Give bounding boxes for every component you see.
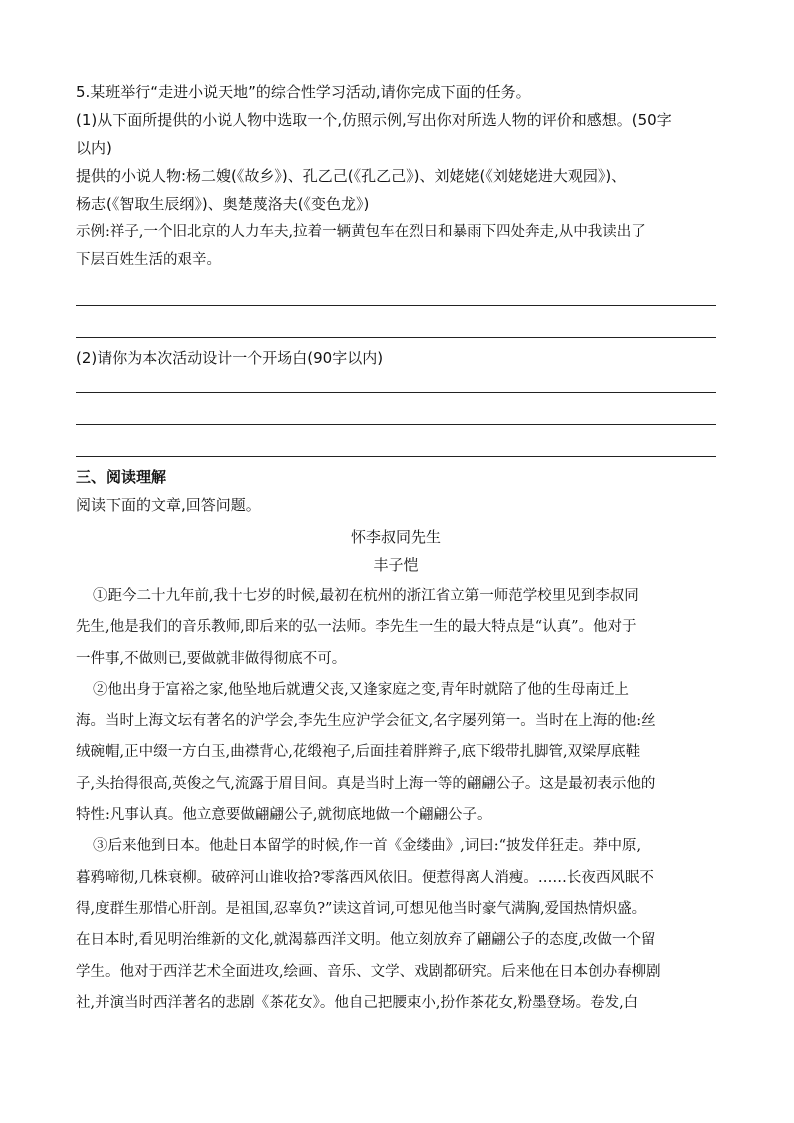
question-5-2-prompt: (2)请你为本次活动设计一个开场白(90字以内) <box>76 349 384 367</box>
example-line-1: 示例:祥子,一个旧北京的人力车夫,拉着一辆黄包车在烈日和暴雨下四处奔走,从中我读出了 <box>76 224 646 240</box>
question-5-1-prompt-line-2: 以内) <box>76 139 112 157</box>
paragraph-line: ③后来他到日本。他赴日本留学的时候,作一首《金缕曲》,词曰:“披发佯狂走。莽中原, <box>93 838 642 855</box>
answer-line-2[interactable] <box>76 306 716 338</box>
answer-line-4[interactable] <box>76 393 716 425</box>
paragraph-line: 学生。他对于西洋艺术全面进攻,绘画、音乐、文学、戏剧都研究。后来他在日本创办春柳剧 <box>76 963 661 980</box>
document-page <box>76 78 716 1019</box>
section-heading: 三、阅读理解 <box>76 468 167 486</box>
paragraph-line: 得,度群生那惜心肝剖。是祖国,忍辜负?”读这首词,可想见他当时豪气满胸,爱国热情炽盛。 <box>76 900 647 917</box>
paragraph-line: 一件事,不做则已,要做就非做得彻底不可。 <box>76 650 347 667</box>
reading-instruction: 阅读下面的文章,回答问题。 <box>76 496 261 514</box>
paragraph-line: 特性:凡事认真。他立意要做翩翩公子,就彻底地做一个翩翩公子。 <box>76 807 492 824</box>
paragraph-line: 子,头抬得很高,英俊之气,流露于眉目间。真是当时上海一等的翩翩公子。这是最初表示他的 <box>76 775 656 792</box>
answer-line-5[interactable] <box>76 425 716 457</box>
paragraph-line: 社,并演当时西洋著名的悲剧《茶花女》。他自己把腰束小,扮作茶花女,粉墨登场。卷发,白 <box>76 994 639 1011</box>
paragraph-line: 海。当时上海文坛有著名的沪学会,李先生应沪学会征文,名字屡列第一。当时在上海的他:丝 <box>76 713 656 730</box>
characters-line-2: 杨志(《智取生辰纲》)、奥楚蔑洛夫(《变色龙》) <box>76 195 370 213</box>
paragraph-line: 先生,他是我们的音乐教师,即后来的弘一法师。李先生一生的最大特点是“认真”。他对于 <box>76 619 637 636</box>
paragraph-line: ②他出身于富裕之家,他坠地后就遭父丧,又逢家庭之变,青年时就陪了他的生母南迁上 <box>93 681 629 698</box>
characters-line-1: 提供的小说人物:杨二嫂(《故乡》)、孔乙己(《孔乙己》)、刘姥姥(《刘姥姥进大观园》)、 <box>76 167 627 185</box>
example-line-2: 下层百姓生活的艰辛。 <box>76 252 221 268</box>
answer-line-1[interactable] <box>76 274 716 306</box>
paragraph-line: 绒碗帽,正中缀一方白玉,曲襟背心,花缎袍子,后面挂着胖辫子,底下缎带扎脚管,双梁厚底鞋 <box>76 744 641 761</box>
question-5-title: 5.某班举行“走进小说天地”的综合性学习活动,请你完成下面的任务。 <box>76 83 531 101</box>
answer-line-3[interactable] <box>76 372 716 393</box>
question-5-1-prompt-line-1: (1)从下面所提供的小说人物中选取一个,仿照示例,写出你对所选人物的评价和感想。(50字 <box>76 111 672 129</box>
article-paragraph-2 <box>76 675 716 831</box>
article-title: 怀李叔同先生 <box>350 528 441 546</box>
article-paragraph-3 <box>76 831 716 1019</box>
article-author: 丰子恺 <box>373 556 419 574</box>
paragraph-line: 在日本时,看见明治维新的文化,就渴慕西洋文明。他立刻放弃了翩翩公子的态度,改做一个留 <box>76 932 656 949</box>
article-paragraph-1 <box>76 581 716 675</box>
paragraph-line: ①距今二十九年前,我十七岁的时候,最初在杭州的浙江省立第一师范学校里见到李叔同 <box>93 588 639 604</box>
paragraph-line: 暮鸦啼彻,几株衰柳。破碎河山谁收拾?零落西风依旧。便惹得离人消瘦。……长夜西风眠不 <box>76 869 654 886</box>
